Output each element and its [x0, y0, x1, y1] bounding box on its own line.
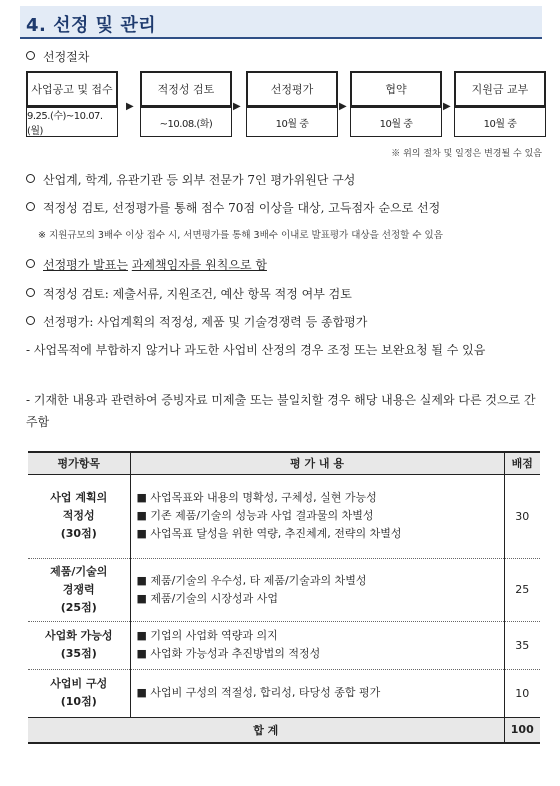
bullet-line: 선정평가 발표는 과제책임자를 원칙으로 함 [26, 256, 267, 273]
step-date: ~10.08.(화) [140, 107, 232, 137]
step-name: 적정성 검토 [140, 71, 232, 107]
bullet-line: 선정평가: 사업계획의 적정성, 제품 및 기술경쟁력 등 종합평가 [26, 313, 367, 330]
total-score: 100 [504, 717, 540, 743]
dash-line: - 사업목적에 부합하지 않거나 과도한 사업비 산정의 경우 조정 또는 보완요청 될 수 있음 [26, 343, 486, 357]
sub-note: ※ 지원규모의 3배수 이상 접수 시, 서면평가를 통해 3배수 이내로 발표평가 대상을 선정할 수 있음 [38, 230, 443, 241]
bullet-line: 산업계, 학계, 유관기관 등 외부 전문가 7인 평가위원단 구성 [26, 171, 355, 188]
section-title: 4. 선정 및 관리 [26, 15, 157, 36]
row-items: ■ 제품/기술의 우수성, 타 제품/기술과의 차별성 ■ 제품/기술의 시장성과 사업 [130, 558, 504, 621]
step-3 [246, 71, 338, 137]
circle-bullet-icon [26, 259, 35, 268]
step-date: 10월 중 [454, 107, 546, 137]
circle-bullet-icon [26, 316, 35, 325]
row-score: 25 [504, 558, 540, 621]
table-row [28, 621, 540, 669]
evaluation-table [28, 451, 540, 744]
procedure-label: 선정절차 [26, 48, 89, 65]
arrow-right-icon: ▶ [443, 101, 451, 112]
step-1 [26, 71, 118, 137]
section-header [20, 6, 542, 39]
table-row [28, 558, 540, 621]
step-name: 지원금 교부 [454, 71, 546, 107]
step-name: 선정평가 [246, 71, 338, 107]
circle-bullet-icon [26, 174, 35, 183]
header-score: 배점 [504, 452, 540, 474]
step-name: 협약 [350, 71, 442, 107]
arrow-right-icon: ▶ [339, 101, 347, 112]
step-date: 10월 중 [246, 107, 338, 137]
row-category: 사업화 가능성 (35점) [28, 621, 130, 669]
row-items: ■ 사업목표와 내용의 명확성, 구체성, 실현 가능성 ■ 기존 제품/기술의 성능과 사업 결과물의 차별성 ■ 사업목표 달성을 위한 역량, 추진체계, 전략의 차별성 [130, 474, 504, 558]
bullet-line: 적정성 검토, 선정평가를 통해 점수 70점 이상을 대상, 고득점자 순으로 선정 [26, 199, 440, 216]
circle-bullet-icon [26, 51, 35, 60]
circle-bullet-icon [26, 202, 35, 211]
procedure-flow [26, 71, 546, 141]
step-date: 10월 중 [350, 107, 442, 137]
table-header-row [28, 452, 540, 474]
row-items: ■ 기업의 사업화 역량과 의지 ■ 사업화 가능성과 추진방법의 적정성 [130, 621, 504, 669]
step-2 [140, 71, 232, 137]
row-score: 10 [504, 669, 540, 717]
arrow-right-icon: ▶ [233, 101, 241, 112]
procedure-note: ※ 위의 절차 및 일정은 변경될 수 있음 [391, 149, 542, 159]
row-score: 35 [504, 621, 540, 669]
table-row [28, 474, 540, 558]
row-score: 30 [504, 474, 540, 558]
header-category: 평가항목 [28, 452, 130, 474]
row-category: 제품/기술의 경쟁력 (25점) [28, 558, 130, 621]
total-label: 합 계 [28, 717, 504, 743]
row-category: 사업 계획의 적정성 (30점) [28, 474, 130, 558]
row-category: 사업비 구성 (10점) [28, 669, 130, 717]
total-row [28, 717, 540, 743]
dash-line: - 기재한 내용과 관련하여 증빙자료 미제출 또는 불일치할 경우 해당 내용은 실제와 다른 것으로 간주함 [26, 393, 536, 429]
step-date: 9.25.(수)~10.07.(월) [26, 107, 118, 137]
table-row [28, 669, 540, 717]
circle-bullet-icon [26, 288, 35, 297]
step-5 [454, 71, 546, 137]
bullet-line: 적정성 검토: 제출서류, 지원조건, 예산 항목 적정 여부 검토 [26, 285, 352, 302]
header-content: 평 가 내 용 [130, 452, 504, 474]
arrow-right-icon: ▶ [126, 101, 134, 112]
row-items: ■ 사업비 구성의 적절성, 합리성, 타당성 종합 평가 [130, 669, 504, 717]
step-4 [350, 71, 442, 137]
step-name: 사업공고 및 접수 [26, 71, 118, 107]
